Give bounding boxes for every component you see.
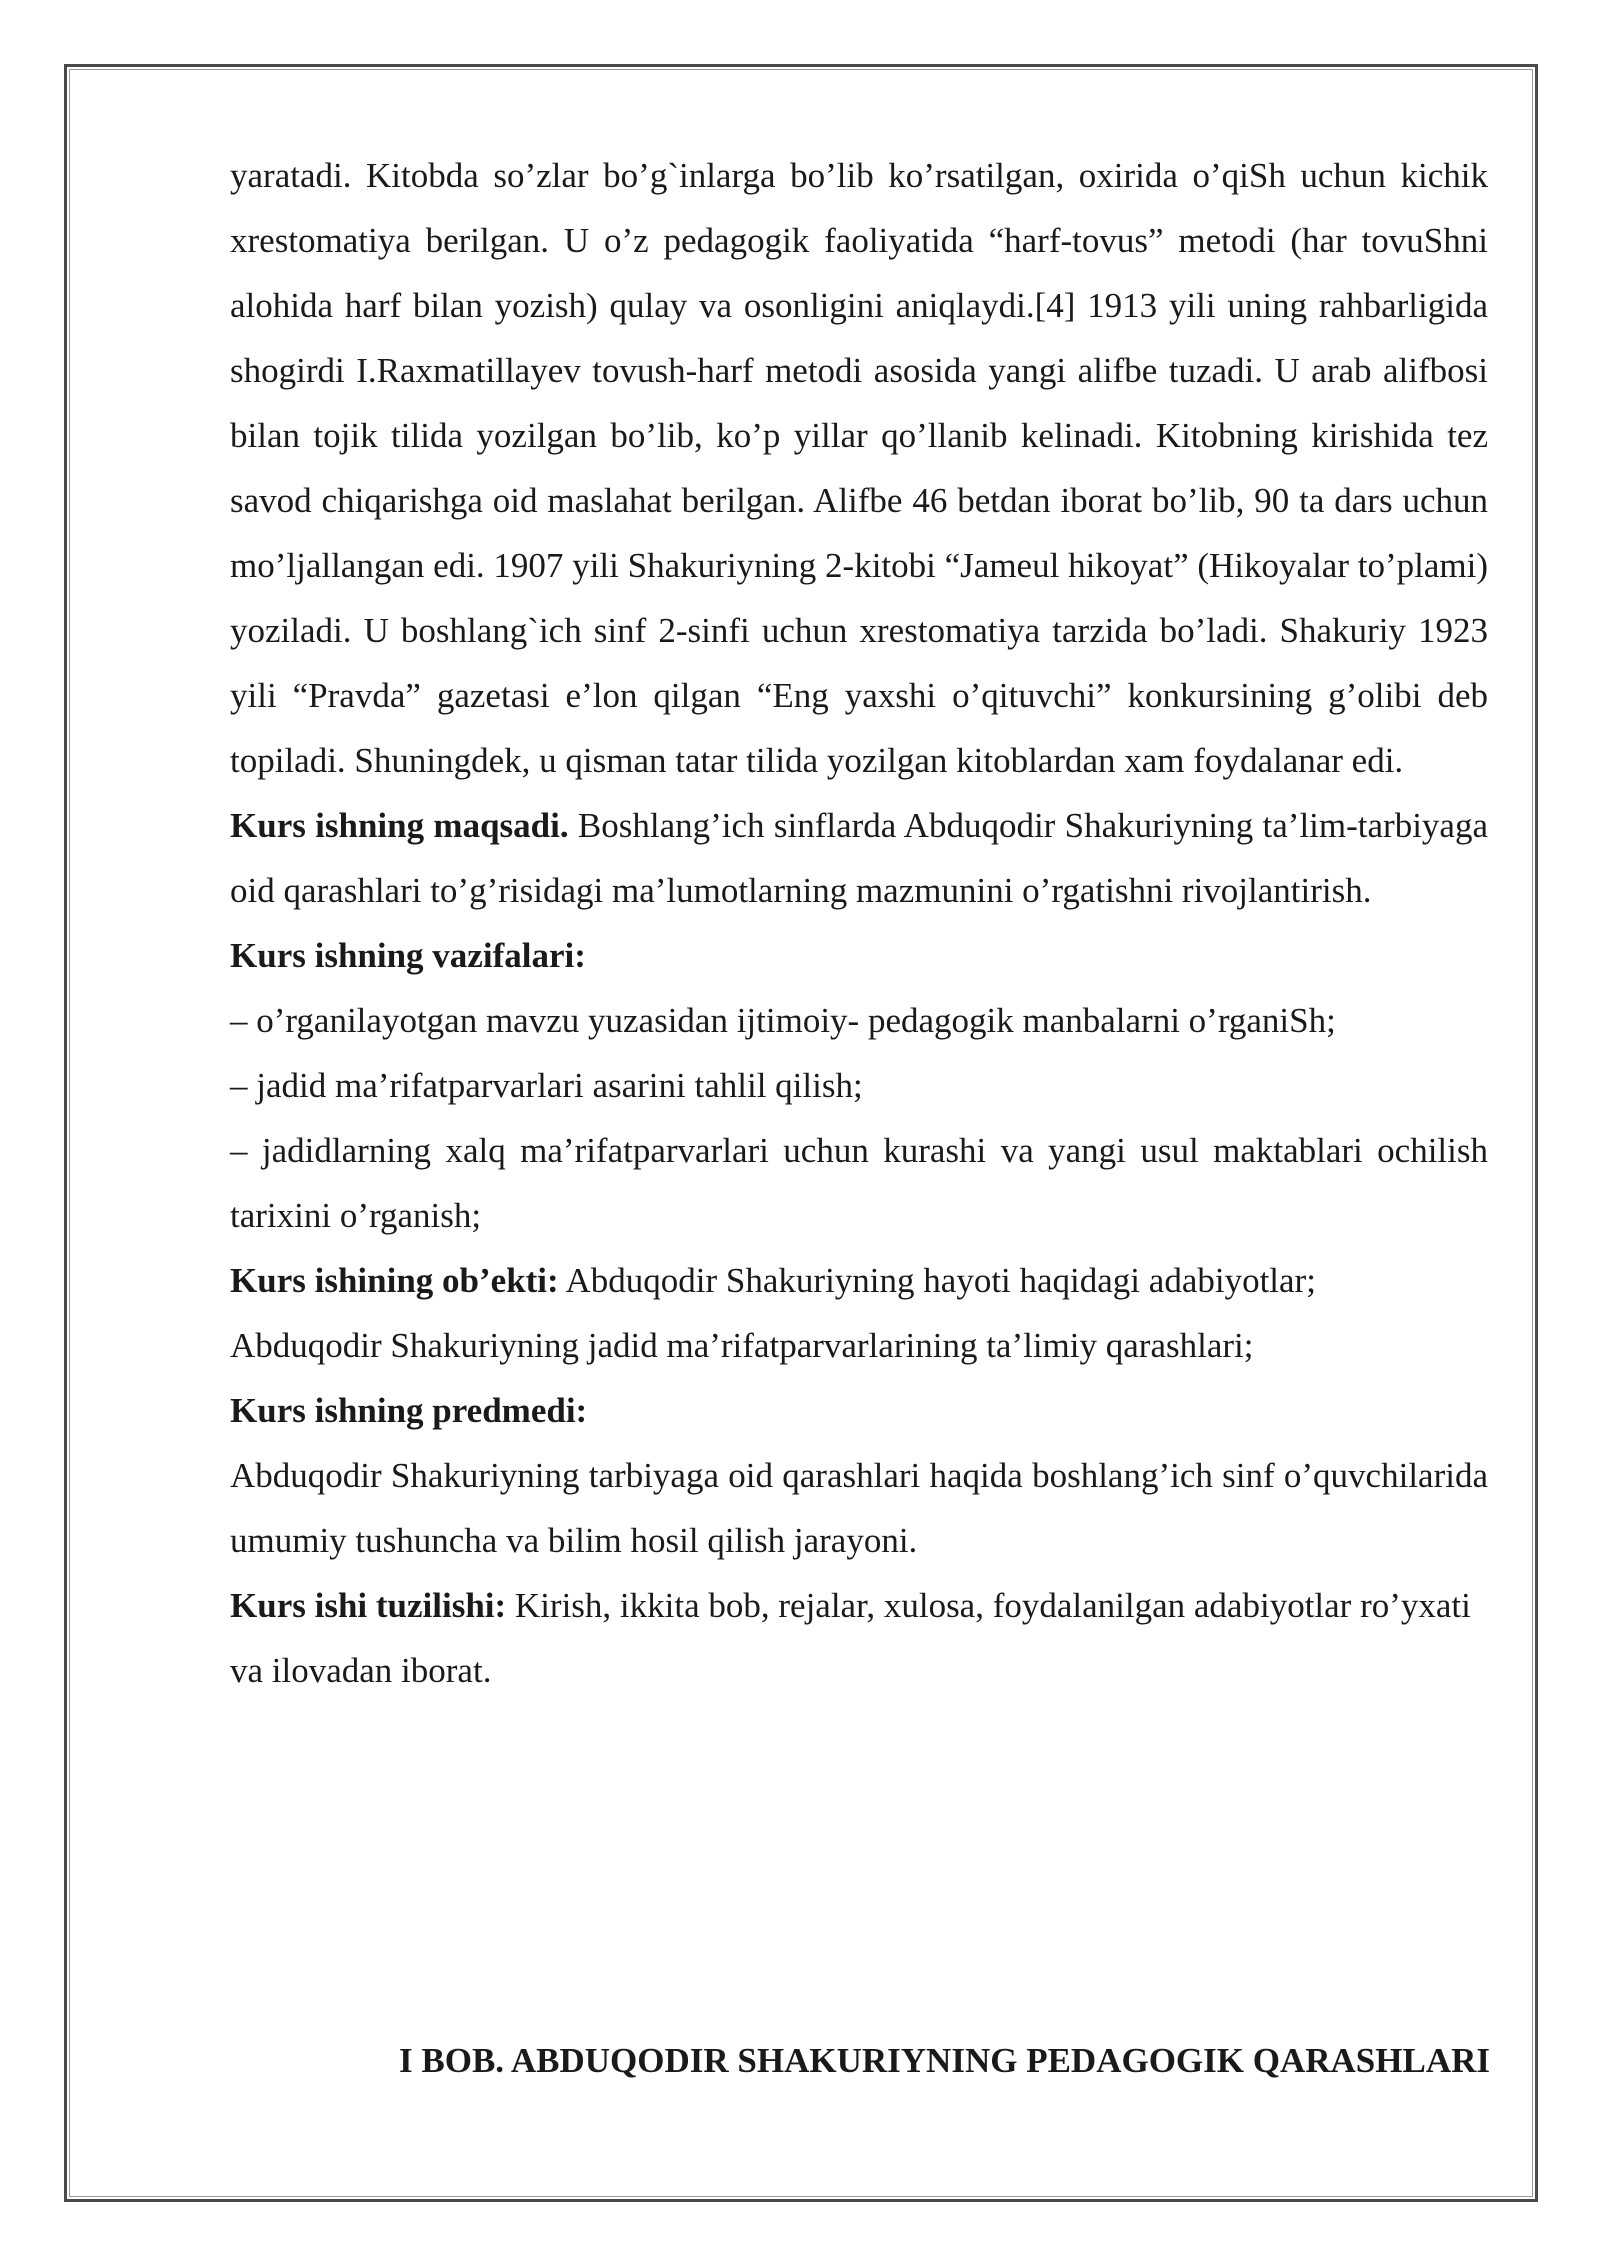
subject-label: Kurs ishning predmedi:	[230, 1391, 588, 1430]
task-item: – o’rganilayotgan mavzu yuzasidan ijtimoiy- pedagogik manbalarni o’rganiSh;	[230, 1001, 1336, 1040]
object-line-2: Abduqodir Shakuriyning jadid ma’rifatparvarlarining ta’limiy qarashlari;	[230, 1326, 1254, 1365]
page-body	[230, 143, 1488, 1703]
goal-text: Boshlang’ich sinflarda Abduqodir Shakuriyning ta’lim-tarbiyaga oid qarashlari to’g’risidagi ma’lumotlarning mazmunini o’rgatishni rivojlantirish.	[230, 806, 1488, 910]
intro-paragraph: yaratadi. Kitobda so’zlar bo’g`inlarga bo’lib ko’rsatilgan, oxirida o’qiSh uchun kichik xrestomatiya berilgan. U o’z pedagogik faoliyatida “harf-tovus” metodi (har tovuShni alohida harf bilan yozish) qulay va osonligini aniqlaydi.[4] 1913 yili uning rahbarligida shogirdi I.Raxmatillayev tovush-harf metodi asosida yangi alifbe tuzadi. U arab alifbosi bilan tojik tilida yozilgan bo’lib, ko’p yillar qo’llanib kelinadi. Kitobning kirishida tez savod chiqarishga oid maslahat berilgan. Alifbe 46 betdan iborat bo’lib, 90 ta dars uchun mo’ljallangan edi. 1907 yili Shakuriyning 2-kitobi “Jameul hikoyat” (Hikoyalar to’plami) yoziladi. U boshlang`ich sinf 2-sinfi uchun xrestomatiya tarzida bo’ladi. Shakuriy 1923 yili “Pravda” gazetasi e’lon qilgan “Eng yaxshi o’qituvchi” konkursining g’olibi deb topiladi. Shuningdek, u qisman tatar tilida yozilgan kitoblardan xam foydalanar edi.	[230, 156, 1488, 780]
structure-text: Kirish, ikkita bob, rejalar, xulosa, foydalanilgan adabiyotlar ro’yxati va ilovadan iborat.	[230, 1586, 1471, 1690]
task-item: – jadidlarning xalq ma’rifatparvarlari uchun kurashi va yangi usul maktablari ochilish tarixini o’rganish;	[230, 1131, 1488, 1235]
goal-label: Kurs ishning maqsadi.	[230, 806, 569, 845]
task-item: – jadid ma’rifatparvarlari asarini tahlil qilish;	[230, 1066, 863, 1105]
object-text: Abduqodir Shakuriyning hayoti haqidagi adabiyotlar;	[558, 1261, 1316, 1300]
structure-paragraph	[230, 1573, 1488, 1703]
goal-paragraph	[230, 793, 1488, 923]
subject-paragraph: Abduqodir Shakuriyning tarbiyaga oid qarashlari haqida boshlang’ich sinf o’quvchilarida umumiy tushuncha va bilim hosil qilish jarayoni.	[230, 1456, 1488, 1560]
object-label: Kurs ishining ob’ekti:	[230, 1261, 559, 1300]
tasks-heading	[230, 923, 1488, 988]
tasks-label: Kurs ishning vazifalari:	[230, 936, 586, 975]
chapter-heading: I BOB. ABDUQODIR SHAKURIYNING PEDAGOGIK QARASHLARI	[399, 2041, 1490, 2080]
object-paragraph	[230, 1248, 1488, 1313]
subject-heading	[230, 1378, 1488, 1443]
structure-label: Kurs ishi tuzilishi:	[230, 1586, 507, 1625]
